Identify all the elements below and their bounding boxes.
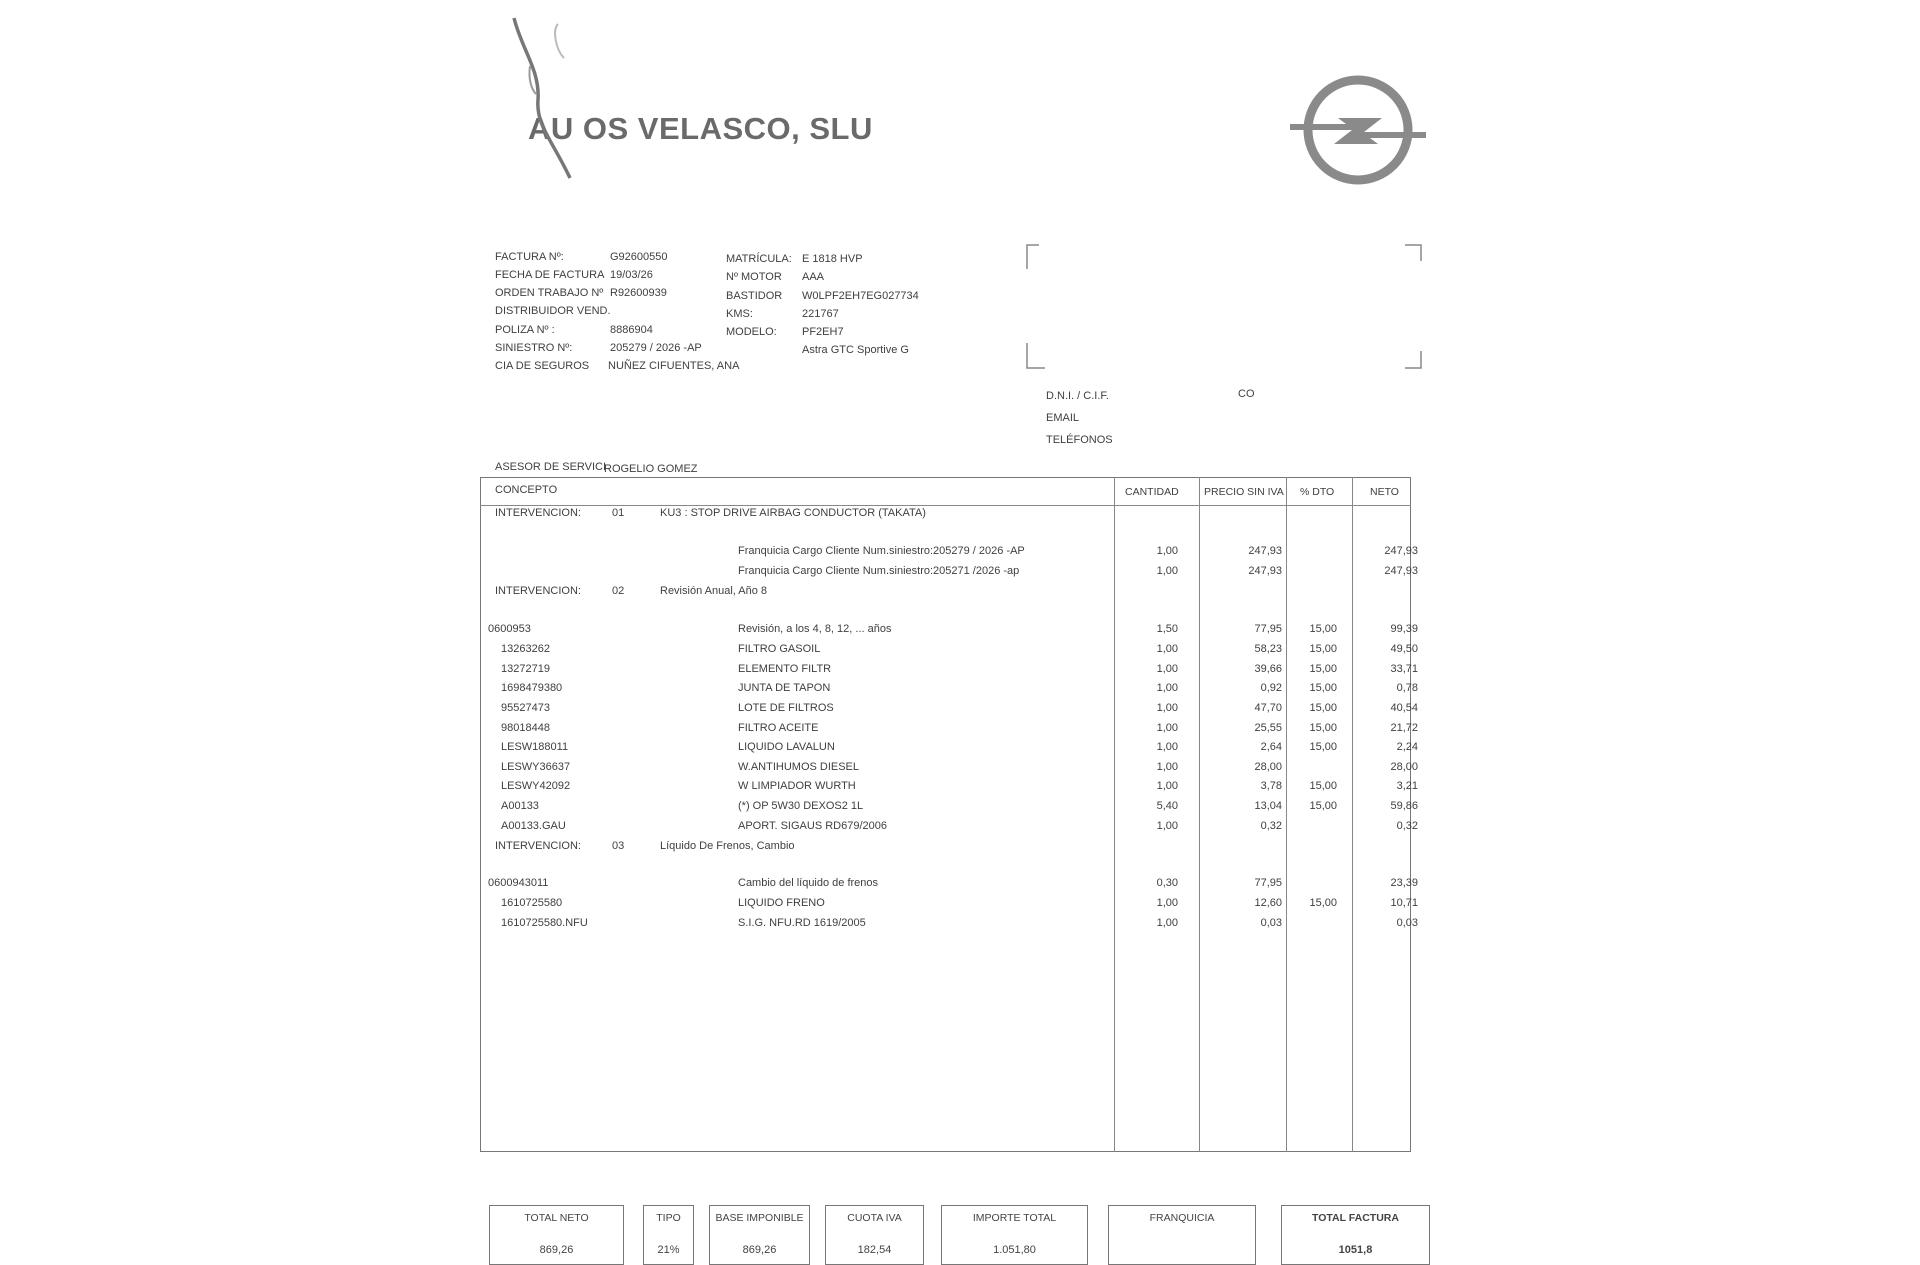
header-dto: % DTO — [1300, 486, 1335, 498]
item-quantity: 0,30 — [1156, 877, 1178, 889]
item-net: 0,78 — [1396, 682, 1418, 694]
item-code: 1610725580 — [501, 897, 563, 909]
invoice-field-value: 8886904 — [610, 324, 653, 336]
vehicle-field-label: Nº MOTOR — [726, 271, 782, 283]
vehicle-field-label: BASTIDOR — [726, 290, 783, 302]
item-code: LESWY42092 — [501, 780, 571, 792]
intervention-description: Revisión Anual, Año 8 — [660, 585, 768, 597]
header-concepto: CONCEPTO — [495, 484, 558, 496]
item-price: 247,93 — [1248, 545, 1282, 557]
vehicle-field-value: AAA — [802, 271, 825, 283]
item-net: 21,72 — [1390, 722, 1418, 734]
total-box — [643, 1205, 694, 1265]
intervention-description: Líquido De Frenos, Cambio — [660, 840, 795, 852]
invoice-field-value: G92600550 — [610, 251, 668, 263]
invoice-field-value: 19/03/26 — [610, 269, 653, 281]
vehicle-field-value: PF2EH7 — [802, 326, 844, 338]
item-net: 49,50 — [1390, 643, 1418, 655]
total-value: 869,26 — [742, 1244, 777, 1256]
company-name: AU OS VELASCO, SLU — [528, 111, 873, 146]
item-description: (*) OP 5W30 DEXOS2 1L — [738, 800, 864, 812]
invoice-field-label: FECHA DE FACTURA — [495, 269, 605, 281]
item-discount: 15,00 — [1309, 722, 1337, 734]
item-description: Franquicia Cargo Cliente Num.siniestro:205271 /2026 -ap — [738, 565, 1020, 577]
item-price: 0,03 — [1260, 917, 1282, 929]
item-description: LOTE DE FILTROS — [738, 702, 834, 714]
item-net: 33,71 — [1390, 663, 1418, 675]
item-quantity: 1,00 — [1156, 917, 1178, 929]
item-price: 28,00 — [1254, 761, 1282, 773]
item-net: 10,71 — [1390, 897, 1418, 909]
intervention-number: 02 — [612, 585, 625, 597]
intervention-number: 01 — [612, 507, 625, 519]
item-code: 98018448 — [501, 722, 550, 734]
item-net: 247,93 — [1384, 545, 1418, 557]
phone-label: TELÉFONOS — [1046, 434, 1113, 446]
total-label: TIPO — [656, 1212, 681, 1224]
vehicle-field-value: 221767 — [802, 308, 839, 320]
item-price: 25,55 — [1254, 722, 1282, 734]
item-discount: 15,00 — [1309, 682, 1337, 694]
total-label: IMPORTE TOTAL — [972, 1212, 1057, 1224]
dni-label: D.N.I. / C.I.F. — [1046, 390, 1109, 402]
item-price: 0,92 — [1260, 682, 1282, 694]
intervention-description: KU3 : STOP DRIVE AIRBAG CONDUCTOR (TAKATA) — [660, 507, 926, 519]
total-box — [941, 1205, 1088, 1265]
item-description: W LIMPIADOR WURTH — [738, 780, 856, 792]
opel-logo-icon — [1286, 72, 1426, 192]
item-price: 77,95 — [1254, 623, 1282, 635]
table-header-rule — [480, 505, 1411, 506]
item-price: 12,60 — [1254, 897, 1282, 909]
item-quantity: 1,00 — [1156, 761, 1178, 773]
invoice-field-label: ORDEN TRABAJO Nº — [495, 287, 604, 299]
item-price: 3,78 — [1260, 780, 1282, 792]
col-divider-cantidad — [1114, 477, 1115, 1152]
item-description: JUNTA DE TAPON — [738, 682, 831, 694]
item-discount: 15,00 — [1309, 800, 1337, 812]
item-discount: 15,00 — [1309, 663, 1337, 675]
item-price: 58,23 — [1254, 643, 1282, 655]
total-label: CUOTA IVA — [847, 1212, 902, 1224]
vehicle-field-value: E 1818 HVP — [802, 253, 863, 265]
total-label: TOTAL FACTURA — [1312, 1212, 1399, 1224]
advisor-label: ASESOR DE SERVICI — [495, 461, 607, 473]
total-box — [489, 1205, 624, 1265]
item-quantity: 1,00 — [1156, 780, 1178, 792]
total-box — [1281, 1205, 1430, 1265]
item-net: 40,54 — [1390, 702, 1418, 714]
item-net: 99,39 — [1390, 623, 1418, 635]
item-discount: 15,00 — [1309, 702, 1337, 714]
item-price: 39,66 — [1254, 663, 1282, 675]
item-price: 47,70 — [1254, 702, 1282, 714]
intervention-number: 03 — [612, 840, 625, 852]
total-box — [709, 1205, 810, 1265]
item-quantity: 1,00 — [1156, 702, 1178, 714]
item-code: 95527473 — [501, 702, 550, 714]
header-neto: NETO — [1370, 486, 1399, 498]
item-discount: 15,00 — [1309, 741, 1337, 753]
item-quantity: 5,40 — [1156, 800, 1178, 812]
item-description: FILTRO ACEITE — [738, 722, 819, 734]
invoice-field-label: POLIZA Nº : — [495, 324, 555, 336]
item-price: 13,04 — [1254, 800, 1282, 812]
col-divider-precio — [1199, 477, 1200, 1152]
intervention-label: INTERVENCION: — [495, 840, 581, 852]
item-discount: 15,00 — [1309, 780, 1337, 792]
item-net: 0,03 — [1396, 917, 1418, 929]
item-code: LESWY36637 — [501, 761, 571, 773]
vehicle-field-value: Astra GTC Sportive G — [802, 344, 909, 356]
item-quantity: 1,00 — [1156, 643, 1178, 655]
item-quantity: 1,00 — [1156, 663, 1178, 675]
item-description: LIQUIDO LAVALUN — [738, 741, 835, 753]
total-label: TOTAL NETO — [524, 1212, 589, 1224]
item-description: LIQUIDO FRENO — [738, 897, 825, 909]
item-description: Revisión, a los 4, 8, 12, ... años — [738, 623, 892, 635]
item-discount: 15,00 — [1309, 623, 1337, 635]
vehicle-field-label: KMS: — [726, 308, 753, 320]
item-quantity: 1,00 — [1156, 682, 1178, 694]
item-code: 0600943011 — [488, 877, 549, 889]
invoice-field-label: CIA DE SEGUROS — [495, 360, 590, 372]
item-code: 1610725580.NFU — [501, 917, 588, 929]
col-divider-neto — [1352, 477, 1353, 1152]
item-code: A00133.GAU — [501, 820, 566, 832]
total-value: 21% — [657, 1244, 680, 1256]
intervention-label: INTERVENCION: — [495, 585, 581, 597]
item-quantity: 1,00 — [1156, 722, 1178, 734]
item-description: APORT. SIGAUS RD679/2006 — [738, 820, 887, 832]
item-discount: 15,00 — [1309, 897, 1337, 909]
total-value: 1051,8 — [1338, 1244, 1373, 1256]
invoice-field-value: 205279 / 2026 -AP — [610, 342, 702, 354]
item-quantity: 1,00 — [1156, 565, 1178, 577]
invoice-field-label: SINIESTRO Nº: — [495, 342, 573, 354]
header-cantidad: CANTIDAD — [1125, 486, 1179, 498]
vehicle-field-label: MATRÍCULA: — [726, 253, 792, 265]
total-value: 182,54 — [857, 1244, 892, 1256]
item-net: 247,93 — [1384, 565, 1418, 577]
item-description: Franquicia Cargo Cliente Num.siniestro:205279 / 2026 -AP — [738, 545, 1025, 557]
item-price: 2,64 — [1260, 741, 1282, 753]
invoice-field-label: DISTRIBUIDOR VEND. — [495, 305, 611, 317]
vehicle-field-label: MODELO: — [726, 326, 777, 338]
header-precio: PRECIO SIN IVA — [1204, 486, 1284, 498]
invoice-field-value: NUÑEZ CIFUENTES, ANA — [608, 360, 740, 372]
advisor-name: ROGELIO GOMEZ — [604, 463, 698, 475]
item-code: LESW188011 — [501, 741, 569, 753]
item-quantity: 1,00 — [1156, 741, 1178, 753]
item-discount: 15,00 — [1309, 643, 1337, 655]
col-divider-dto — [1286, 477, 1287, 1152]
item-description: FILTRO GASOIL — [738, 643, 821, 655]
item-description: S.I.G. NFU.RD 1619/2005 — [738, 917, 866, 929]
item-description: ELEMENTO FILTR — [738, 663, 832, 675]
invoice-field-value: R92600939 — [610, 287, 667, 299]
scratch-mark — [500, 10, 580, 180]
item-quantity: 1,00 — [1156, 545, 1178, 557]
total-label: FRANQUICIA — [1149, 1212, 1215, 1224]
total-label: BASE IMPONIBLE — [715, 1212, 804, 1224]
invoice-field-label: FACTURA Nº: — [495, 251, 564, 263]
co-label: CO — [1238, 388, 1255, 400]
item-price: 77,95 — [1254, 877, 1282, 889]
item-net: 59,86 — [1390, 800, 1418, 812]
item-net: 3,21 — [1396, 780, 1418, 792]
total-value: 869,26 — [539, 1244, 574, 1256]
item-quantity: 1,00 — [1156, 897, 1178, 909]
item-code: 0600953 — [488, 623, 531, 635]
item-price: 0,32 — [1260, 820, 1282, 832]
item-quantity: 1,50 — [1156, 623, 1178, 635]
total-box — [1108, 1205, 1256, 1265]
item-net: 23,39 — [1390, 877, 1418, 889]
item-code: A00133 — [501, 800, 539, 812]
item-code: 1698479380 — [501, 682, 563, 694]
vehicle-field-value: W0LPF2EH7EG027734 — [802, 290, 919, 302]
email-label: EMAIL — [1046, 412, 1080, 424]
intervention-label: INTERVENCION: — [495, 507, 581, 519]
address-window — [1025, 243, 1425, 373]
item-description: W.ANTIHUMOS DIESEL — [738, 761, 860, 773]
total-value: 1.051,80 — [993, 1244, 1036, 1256]
item-description: Cambio del líquido de frenos — [738, 877, 879, 889]
item-net: 28,00 — [1390, 761, 1418, 773]
total-box — [825, 1205, 924, 1265]
line-items-table — [480, 477, 1411, 1152]
item-net: 0,32 — [1396, 820, 1418, 832]
item-code: 13263262 — [501, 643, 550, 655]
item-net: 2,24 — [1396, 741, 1418, 753]
item-code: 13272719 — [501, 663, 550, 675]
item-price: 247,93 — [1248, 565, 1282, 577]
item-quantity: 1,00 — [1156, 820, 1178, 832]
